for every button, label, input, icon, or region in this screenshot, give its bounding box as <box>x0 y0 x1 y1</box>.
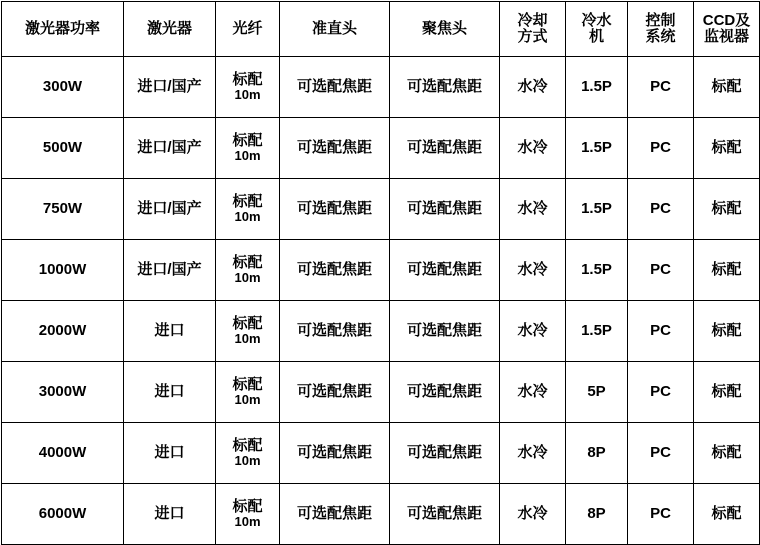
cell-power: 500W <box>2 118 124 179</box>
header-line: 准直头 <box>311 20 357 38</box>
cell-control: PC <box>628 484 694 545</box>
cell-collimator: 可选配焦距 <box>280 423 390 484</box>
table-row <box>2 57 760 118</box>
cell-collimator: 可选配焦距 <box>280 301 390 362</box>
cell-laser: 进口/国产 <box>124 179 216 240</box>
cell-chiller: 5P <box>566 362 628 423</box>
table-row <box>2 179 760 240</box>
header-line: 冷水 <box>581 11 612 29</box>
cell-chiller: 8P <box>566 484 628 545</box>
cell-power: 4000W <box>2 423 124 484</box>
cell-control: PC <box>628 362 694 423</box>
cell-cooling: 水冷 <box>500 179 566 240</box>
fiber-type: 标配 <box>232 314 263 332</box>
header-line: 激光器 <box>146 20 192 38</box>
cell-laser: 进口 <box>124 484 216 545</box>
table-row <box>2 118 760 179</box>
cell-ccd: 标配 <box>694 179 760 240</box>
cell-control: PC <box>628 423 694 484</box>
cell-power: 1000W <box>2 240 124 301</box>
cell-power: 6000W <box>2 484 124 545</box>
cell-fiber <box>216 179 280 240</box>
header-row <box>2 2 760 57</box>
fiber-length: 10m <box>234 148 261 164</box>
fiber-type: 标配 <box>232 131 263 149</box>
cell-ccd: 标配 <box>694 301 760 362</box>
cell-power: 750W <box>2 179 124 240</box>
header-line: 冷却 <box>517 11 548 29</box>
fiber-length: 10m <box>234 87 261 103</box>
cell-focus-head: 可选配焦距 <box>390 484 500 545</box>
header-lines <box>629 13 692 46</box>
table-row <box>2 301 760 362</box>
header-lines <box>567 13 626 46</box>
cell-ccd: 标配 <box>694 57 760 118</box>
fiber-lines <box>217 316 278 347</box>
cell-collimator: 可选配焦距 <box>280 57 390 118</box>
cell-collimator: 可选配焦距 <box>280 362 390 423</box>
cell-power: 3000W <box>2 362 124 423</box>
cell-focus-head: 可选配焦距 <box>390 240 500 301</box>
header-lines <box>695 13 758 46</box>
cell-cooling: 水冷 <box>500 118 566 179</box>
cell-cooling: 水冷 <box>500 240 566 301</box>
column-header-control-system <box>628 2 694 57</box>
column-header-collimator <box>280 2 390 57</box>
header-line: 聚焦头 <box>421 20 467 38</box>
cell-chiller: 1.5P <box>566 240 628 301</box>
fiber-lines <box>217 377 278 408</box>
cell-control: PC <box>628 118 694 179</box>
cell-fiber <box>216 423 280 484</box>
header-line: CCD及 <box>702 11 751 29</box>
cell-collimator: 可选配焦距 <box>280 179 390 240</box>
cell-cooling: 水冷 <box>500 362 566 423</box>
cell-focus-head: 可选配焦距 <box>390 362 500 423</box>
fiber-type: 标配 <box>232 253 263 271</box>
cell-chiller: 1.5P <box>566 57 628 118</box>
fiber-length: 10m <box>234 209 261 225</box>
cell-ccd: 标配 <box>694 118 760 179</box>
cell-focus-head: 可选配焦距 <box>390 423 500 484</box>
cell-cooling: 水冷 <box>500 423 566 484</box>
cell-focus-head: 可选配焦距 <box>390 179 500 240</box>
table-row <box>2 484 760 545</box>
cell-cooling: 水冷 <box>500 301 566 362</box>
column-header-cooling <box>500 2 566 57</box>
table-row <box>2 423 760 484</box>
cell-laser: 进口 <box>124 362 216 423</box>
cell-ccd: 标配 <box>694 362 760 423</box>
fiber-type: 标配 <box>232 436 263 454</box>
cell-fiber <box>216 301 280 362</box>
column-header-focus-head <box>390 2 500 57</box>
fiber-length: 10m <box>234 331 261 347</box>
column-header-ccd-monitor <box>694 2 760 57</box>
column-header-fiber <box>216 2 280 57</box>
fiber-length: 10m <box>234 270 261 286</box>
table-header <box>2 2 760 57</box>
cell-focus-head: 可选配焦距 <box>390 57 500 118</box>
header-line: 机 <box>588 28 604 45</box>
cell-power: 300W <box>2 57 124 118</box>
cell-cooling: 水冷 <box>500 57 566 118</box>
cell-ccd: 标配 <box>694 240 760 301</box>
fiber-length: 10m <box>234 453 261 469</box>
fiber-lines <box>217 255 278 286</box>
fiber-type: 标配 <box>232 375 263 393</box>
cell-control: PC <box>628 179 694 240</box>
cell-control: PC <box>628 57 694 118</box>
cell-chiller: 1.5P <box>566 301 628 362</box>
cell-fiber <box>216 118 280 179</box>
header-lines <box>501 13 564 46</box>
fiber-length: 10m <box>234 392 261 408</box>
table-body <box>2 57 760 545</box>
cell-chiller: 8P <box>566 423 628 484</box>
cell-fiber <box>216 57 280 118</box>
fiber-type: 标配 <box>232 70 263 88</box>
column-header-power <box>2 2 124 57</box>
cell-laser: 进口/国产 <box>124 240 216 301</box>
cell-laser: 进口/国产 <box>124 118 216 179</box>
cell-focus-head: 可选配焦距 <box>390 301 500 362</box>
laser-spec-table <box>1 1 760 545</box>
cell-ccd: 标配 <box>694 484 760 545</box>
cell-focus-head: 可选配焦距 <box>390 118 500 179</box>
header-line: 系统 <box>645 28 676 45</box>
header-line: 方式 <box>517 28 548 45</box>
fiber-lines <box>217 194 278 225</box>
fiber-lines <box>217 72 278 103</box>
fiber-type: 标配 <box>232 497 263 515</box>
cell-chiller: 1.5P <box>566 179 628 240</box>
cell-control: PC <box>628 240 694 301</box>
column-header-laser <box>124 2 216 57</box>
cell-fiber <box>216 484 280 545</box>
cell-power: 2000W <box>2 301 124 362</box>
cell-ccd: 标配 <box>694 423 760 484</box>
cell-laser: 进口/国产 <box>124 57 216 118</box>
table-row <box>2 362 760 423</box>
header-line: 激光器功率 <box>24 20 100 38</box>
fiber-lines <box>217 133 278 164</box>
cell-fiber <box>216 240 280 301</box>
cell-fiber <box>216 362 280 423</box>
table-row <box>2 240 760 301</box>
cell-control: PC <box>628 301 694 362</box>
fiber-length: 10m <box>234 514 261 530</box>
cell-laser: 进口 <box>124 423 216 484</box>
header-line: 光纤 <box>232 20 263 38</box>
cell-laser: 进口 <box>124 301 216 362</box>
header-line: 控制 <box>645 11 676 29</box>
cell-chiller: 1.5P <box>566 118 628 179</box>
cell-collimator: 可选配焦距 <box>280 484 390 545</box>
fiber-lines <box>217 438 278 469</box>
header-line: 监视器 <box>703 28 749 45</box>
column-header-chiller <box>566 2 628 57</box>
cell-cooling: 水冷 <box>500 484 566 545</box>
fiber-type: 标配 <box>232 192 263 210</box>
cell-collimator: 可选配焦距 <box>280 240 390 301</box>
cell-collimator: 可选配焦距 <box>280 118 390 179</box>
